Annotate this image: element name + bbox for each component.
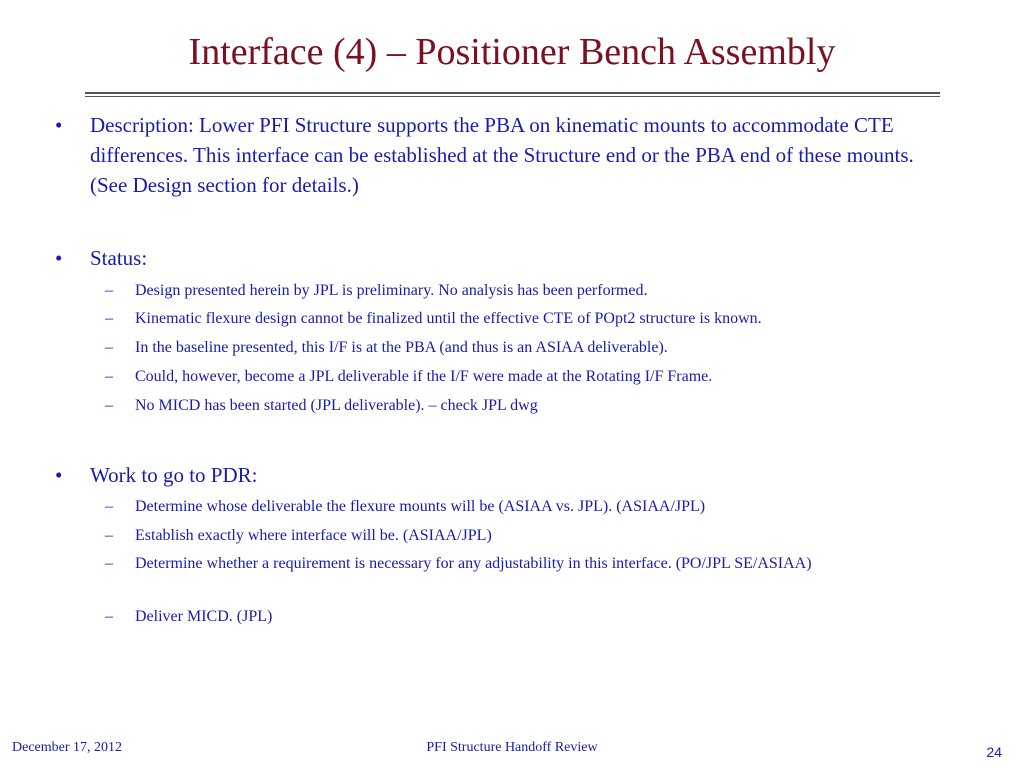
dash-marker: – [105,527,113,544]
dash-marker: – [105,282,113,299]
bullet-marker: • [55,113,63,137]
dash-marker: – [105,608,113,625]
work-item-text: Determine whether a requirement is necessary for any adjustability in this interface. (PO/JPL SE/ASIAA) [135,555,812,572]
status-item-text: In the baseline presented, this I/F is at the PBA (and thus is an ASIAA deliverable). [135,339,668,356]
dash-marker: – [105,310,113,327]
status-item-text: Kinematic flexure design cannot be finalized until the effective CTE of POpt2 structure is known. [135,310,762,327]
status-item-text: Design presented herein by JPL is preliminary. No analysis has been performed. [135,282,648,299]
dash-marker: – [105,555,113,572]
bullet-text: Status: [90,246,148,270]
work-item-text: Establish exactly where interface will be. (ASIAA/JPL) [135,527,492,544]
footer-title: PFI Structure Handoff Review [426,740,598,755]
bullet-marker: • [55,463,63,487]
dash-marker: – [105,397,113,414]
status-item-text: Could, however, become a JPL deliverable if the I/F were made at the Rotating I/F Frame. [135,368,713,385]
dash-marker: – [105,498,113,515]
work-item-text: Determine whose deliverable the flexure mounts will be (ASIAA vs. JPL). (ASIAA/JPL) [135,498,706,515]
footer-date: December 17, 2012 [12,740,123,755]
bullet-text: Work to go to PDR: [90,463,258,487]
bullet-status [55,243,945,273]
dash-marker: – [105,339,113,356]
bullet-description [55,110,945,202]
page-number: 24 [986,744,1002,760]
dash-marker: – [105,368,113,385]
status-item-text: No MICD has been started (JPL deliverable). – check JPL dwg [135,397,538,414]
bullet-marker: • [55,246,63,270]
bullet-work-to-go [55,460,945,490]
work-item-text: Deliver MICD. (JPL) [135,608,273,625]
slide-title: Interface (4) – Positioner Bench Assembly [188,31,836,73]
bullet-text: Description: Lower PFI Structure supports the PBA on kinematic mounts to accommodate CTE differences. This interface can be established at the Structure end or the PBA end of these mounts. (See Design section for details.) [90,113,914,197]
